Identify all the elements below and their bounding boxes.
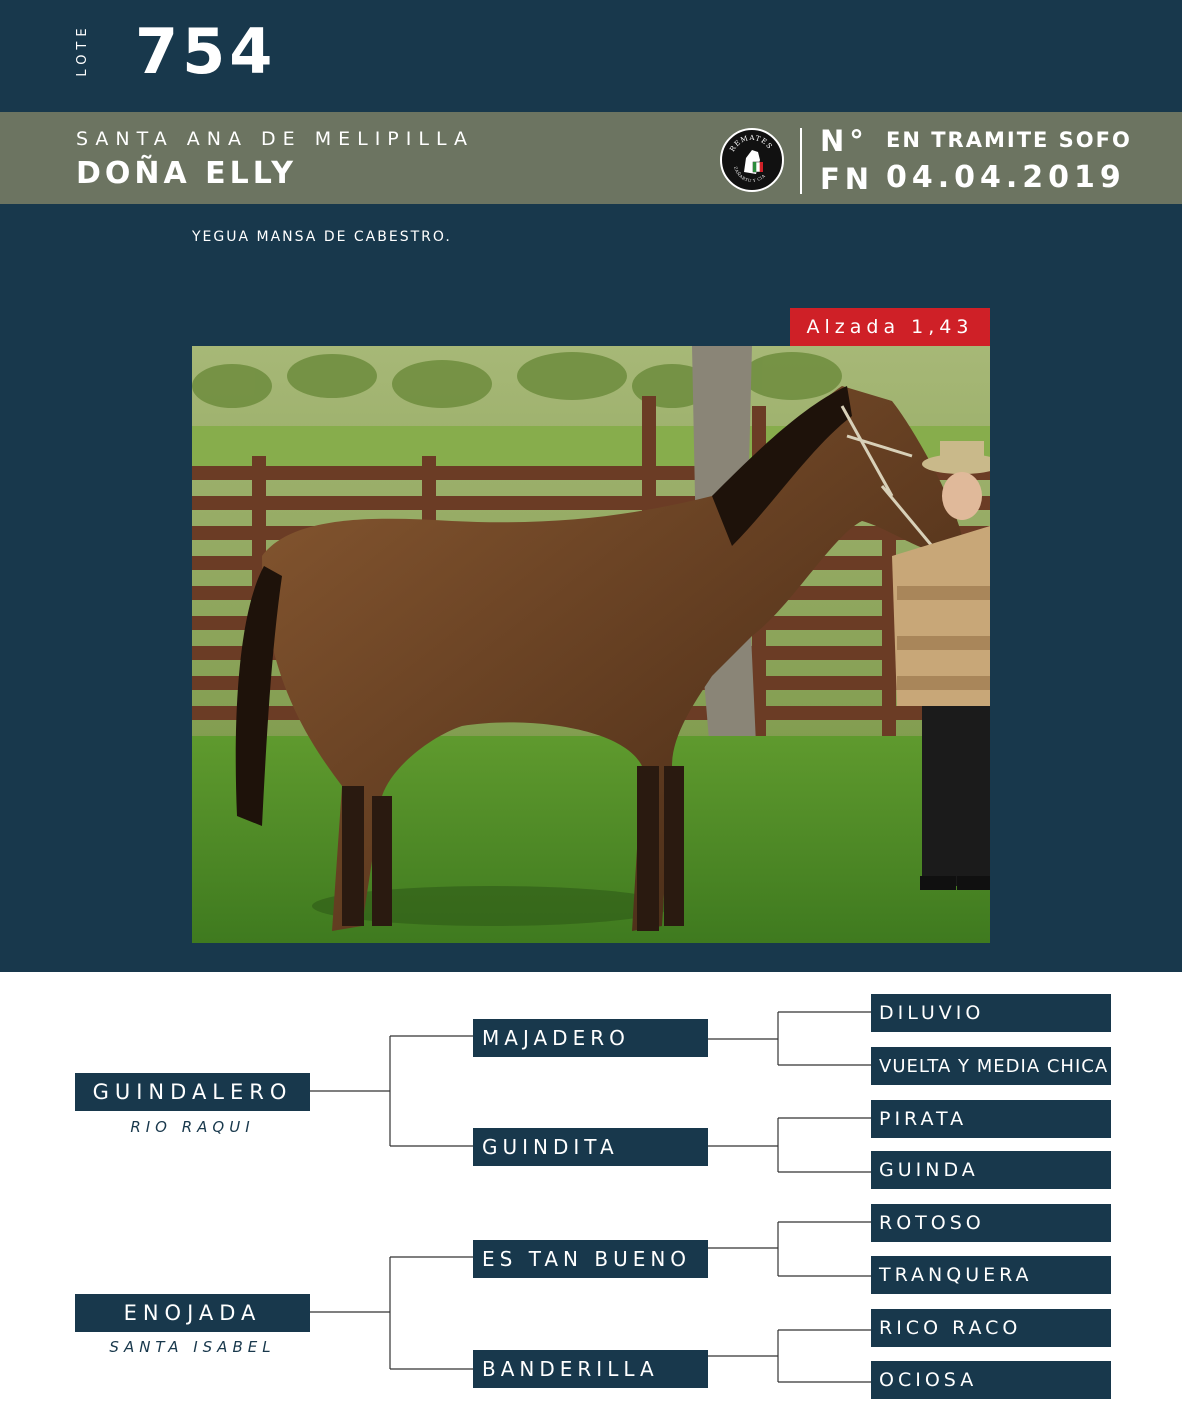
horse-description: YEGUA MANSA DE CABESTRO. xyxy=(192,229,452,245)
pedigree-sire: GUINDALERO xyxy=(75,1073,310,1111)
pedigree-great-grandparent: GUINDA xyxy=(871,1151,1111,1189)
dam-origin: SANTA ISABEL xyxy=(109,1338,276,1356)
pedigree-great-grandparent: VUELTA Y MEDIA CHICA xyxy=(871,1047,1111,1085)
pedigree-grandparent: GUINDITA xyxy=(473,1128,708,1166)
birth-date-label: FN xyxy=(820,162,875,196)
pedigree-grandparent: BANDERILLA xyxy=(473,1350,708,1388)
svg-text:REMATES: REMATES xyxy=(728,133,775,154)
registration-value: EN TRAMITE SOFO xyxy=(886,128,1132,152)
header-divider xyxy=(800,128,802,194)
pedigree-great-grandparent: ROTOSO xyxy=(871,1204,1111,1242)
pedigree-great-grandparent: TRANQUERA xyxy=(871,1256,1111,1294)
pedigree-great-grandparent: RICO RACO xyxy=(871,1309,1111,1347)
pedigree-dam: ENOJADA xyxy=(75,1294,310,1332)
sire-origin: RIO RAQUI xyxy=(130,1118,255,1136)
registration-label: N° xyxy=(820,124,869,158)
pedigree-great-grandparent: PIRATA xyxy=(871,1100,1111,1138)
remates-logo xyxy=(720,128,784,192)
horse-photo xyxy=(192,346,990,943)
pedigree-great-grandparent: OCIOSA xyxy=(871,1361,1111,1399)
pedigree-grandparent: ES TAN BUENO xyxy=(473,1240,708,1278)
height-badge: Alzada 1,43 xyxy=(790,308,990,346)
pedigree-great-grandparent: DILUVIO xyxy=(871,994,1111,1032)
pedigree-grandparent: MAJADERO xyxy=(473,1019,708,1057)
breeder-name: SANTA ANA DE MELIPILLA xyxy=(76,128,474,150)
lote-label: LOTE xyxy=(74,23,90,77)
lote-number: 754 xyxy=(135,15,277,88)
svg-text:ZAÑARTU Y CIA: ZAÑARTU Y CIA xyxy=(733,165,767,184)
horse-name: DOÑA ELLY xyxy=(76,156,297,191)
birth-date: 04.04.2019 xyxy=(886,160,1126,195)
